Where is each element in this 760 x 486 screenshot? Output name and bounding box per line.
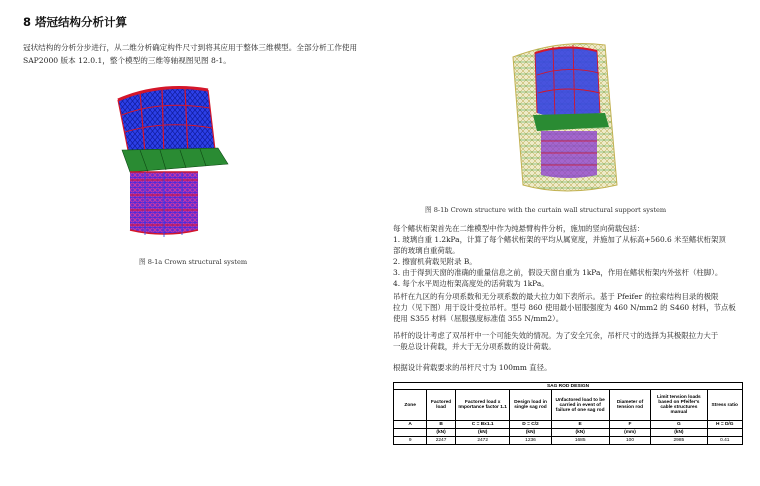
column-letter: D = C/2 — [510, 421, 551, 429]
column-letter: G — [651, 421, 707, 429]
table-cell: 100 — [609, 437, 650, 445]
figure-8-1a-caption: 图 8-1a Crown structural system — [139, 258, 248, 266]
note-line: 吊杆的设计考虑了双吊杆中一个可能失效的情况。为了安全冗余，吊杆尺寸的选择为其极限拉力大于 — [393, 331, 719, 340]
load-item: 2. 擦窗机荷载见附录 B。 — [393, 257, 477, 266]
column-letter: H = D/G — [707, 421, 742, 429]
note-line: 一般总设计荷载，并大于无分项系数的设计荷载。 — [393, 342, 556, 351]
column-unit — [394, 429, 427, 437]
column-unit: (kN) — [510, 429, 551, 437]
column-letter: E — [551, 421, 609, 429]
curtain-wall-drawing — [505, 35, 625, 197]
column-letter: A — [394, 421, 427, 429]
table-unit-row — [394, 429, 743, 437]
rods-line: 拉力（见下图）用于设计受拉吊杆。型号 860 使用最小屈服强度为 460 N/mm2 的 S460 材料，节点板 — [393, 303, 736, 312]
load-item: 部的玻璃自重荷载。 — [393, 246, 460, 255]
figure-8-1a-crown-structure — [100, 80, 230, 250]
table-cell: 1236 — [510, 437, 551, 445]
rods-line: 使用 S355 材料（屈服强度标准值 355 N/mm2）。 — [393, 314, 564, 323]
conclusion-line: 根据设计荷载要求的吊杆尺寸为 100mm 直径。 — [393, 363, 552, 372]
figure-8-1b-caption: 图 8-1b Crown structure with the curtain wall structural support system — [425, 206, 667, 214]
column-header: Stress ratio — [707, 390, 742, 421]
column-unit: (kN) — [427, 429, 456, 437]
crown-structure-drawing — [100, 80, 230, 250]
column-header: Limit tension loads based on Pfeifer's cable structures manual — [651, 390, 707, 421]
column-unit — [707, 429, 742, 437]
intro-paragraph — [23, 41, 383, 67]
table-header-row — [394, 390, 743, 421]
column-header: Unfactored load to be carried in event of failure of one sag rod — [551, 390, 609, 421]
loads-section — [393, 223, 745, 289]
column-header: Zone — [394, 390, 427, 421]
rods-paragraph — [393, 291, 745, 324]
column-letter: F — [609, 421, 650, 429]
table-cell: 2472 — [455, 437, 510, 445]
rods-line: 吊杆在九区的有分项系数和无分项系数的最大拉力如下表所示。基于 Pfeifer 的拉索结构目录的极限 — [393, 292, 719, 301]
column-unit: (kN) — [551, 429, 609, 437]
column-unit: (mm) — [609, 429, 650, 437]
table-row — [394, 437, 743, 445]
table-cell: 0.41 — [707, 437, 742, 445]
note-paragraph — [393, 330, 745, 352]
column-header: Factored load — [427, 390, 456, 421]
loads-intro: 每个鳍状桁架首先在二维模型中作为纯悬臂构件分析，施加的竖向荷载包括： — [393, 224, 645, 233]
load-item: 1. 玻璃自重 1.2kPa，计算了每个鳍状桁架的平均从属宽度，并施加了从标高+560.6 米至鳍状桁架顶 — [393, 235, 726, 244]
table-title: SAG ROD DESIGN — [394, 383, 743, 390]
table-cell: 1685 — [551, 437, 609, 445]
table-cell: 2247 — [427, 437, 456, 445]
column-header: Factored load x Importance factor 1.1 — [455, 390, 510, 421]
figure-8-1b-curtain-wall-structure — [505, 35, 625, 197]
column-letter: C = Bx1.1 — [455, 421, 510, 429]
column-unit: (kN) — [651, 429, 707, 437]
intro-line: 冠状结构的分析分步进行，从二维分析确定构件尺寸到将其应用于整体三维模型。全部分析工作使用 — [23, 43, 358, 52]
load-item: 3. 由于得到天窗的准确的重量信息之前，假设天窗自重为 1kPa，作用在鳍状桁架内外弦杆（柱脚）。 — [393, 268, 723, 277]
load-item: 4. 每个水平周边桁架高度处的活荷载为 1kPa。 — [393, 279, 549, 288]
intro-line: SAP2000 版本 12.0.1，整个模型的三维等轴视图见图 8-1。 — [23, 56, 231, 65]
column-unit: (kN) — [455, 429, 510, 437]
section-heading: 8 塔冠结构分析计算 — [23, 15, 128, 29]
sag-rod-design-table — [393, 382, 743, 445]
conclusion-paragraph — [393, 362, 745, 373]
table-letter-row — [394, 421, 743, 429]
column-letter: B — [427, 421, 456, 429]
table-cell: 2985 — [651, 437, 707, 445]
column-header: Diameter of tension rod — [609, 390, 650, 421]
column-header: Design load in single sag rod — [510, 390, 551, 421]
table-cell: 9 — [394, 437, 427, 445]
